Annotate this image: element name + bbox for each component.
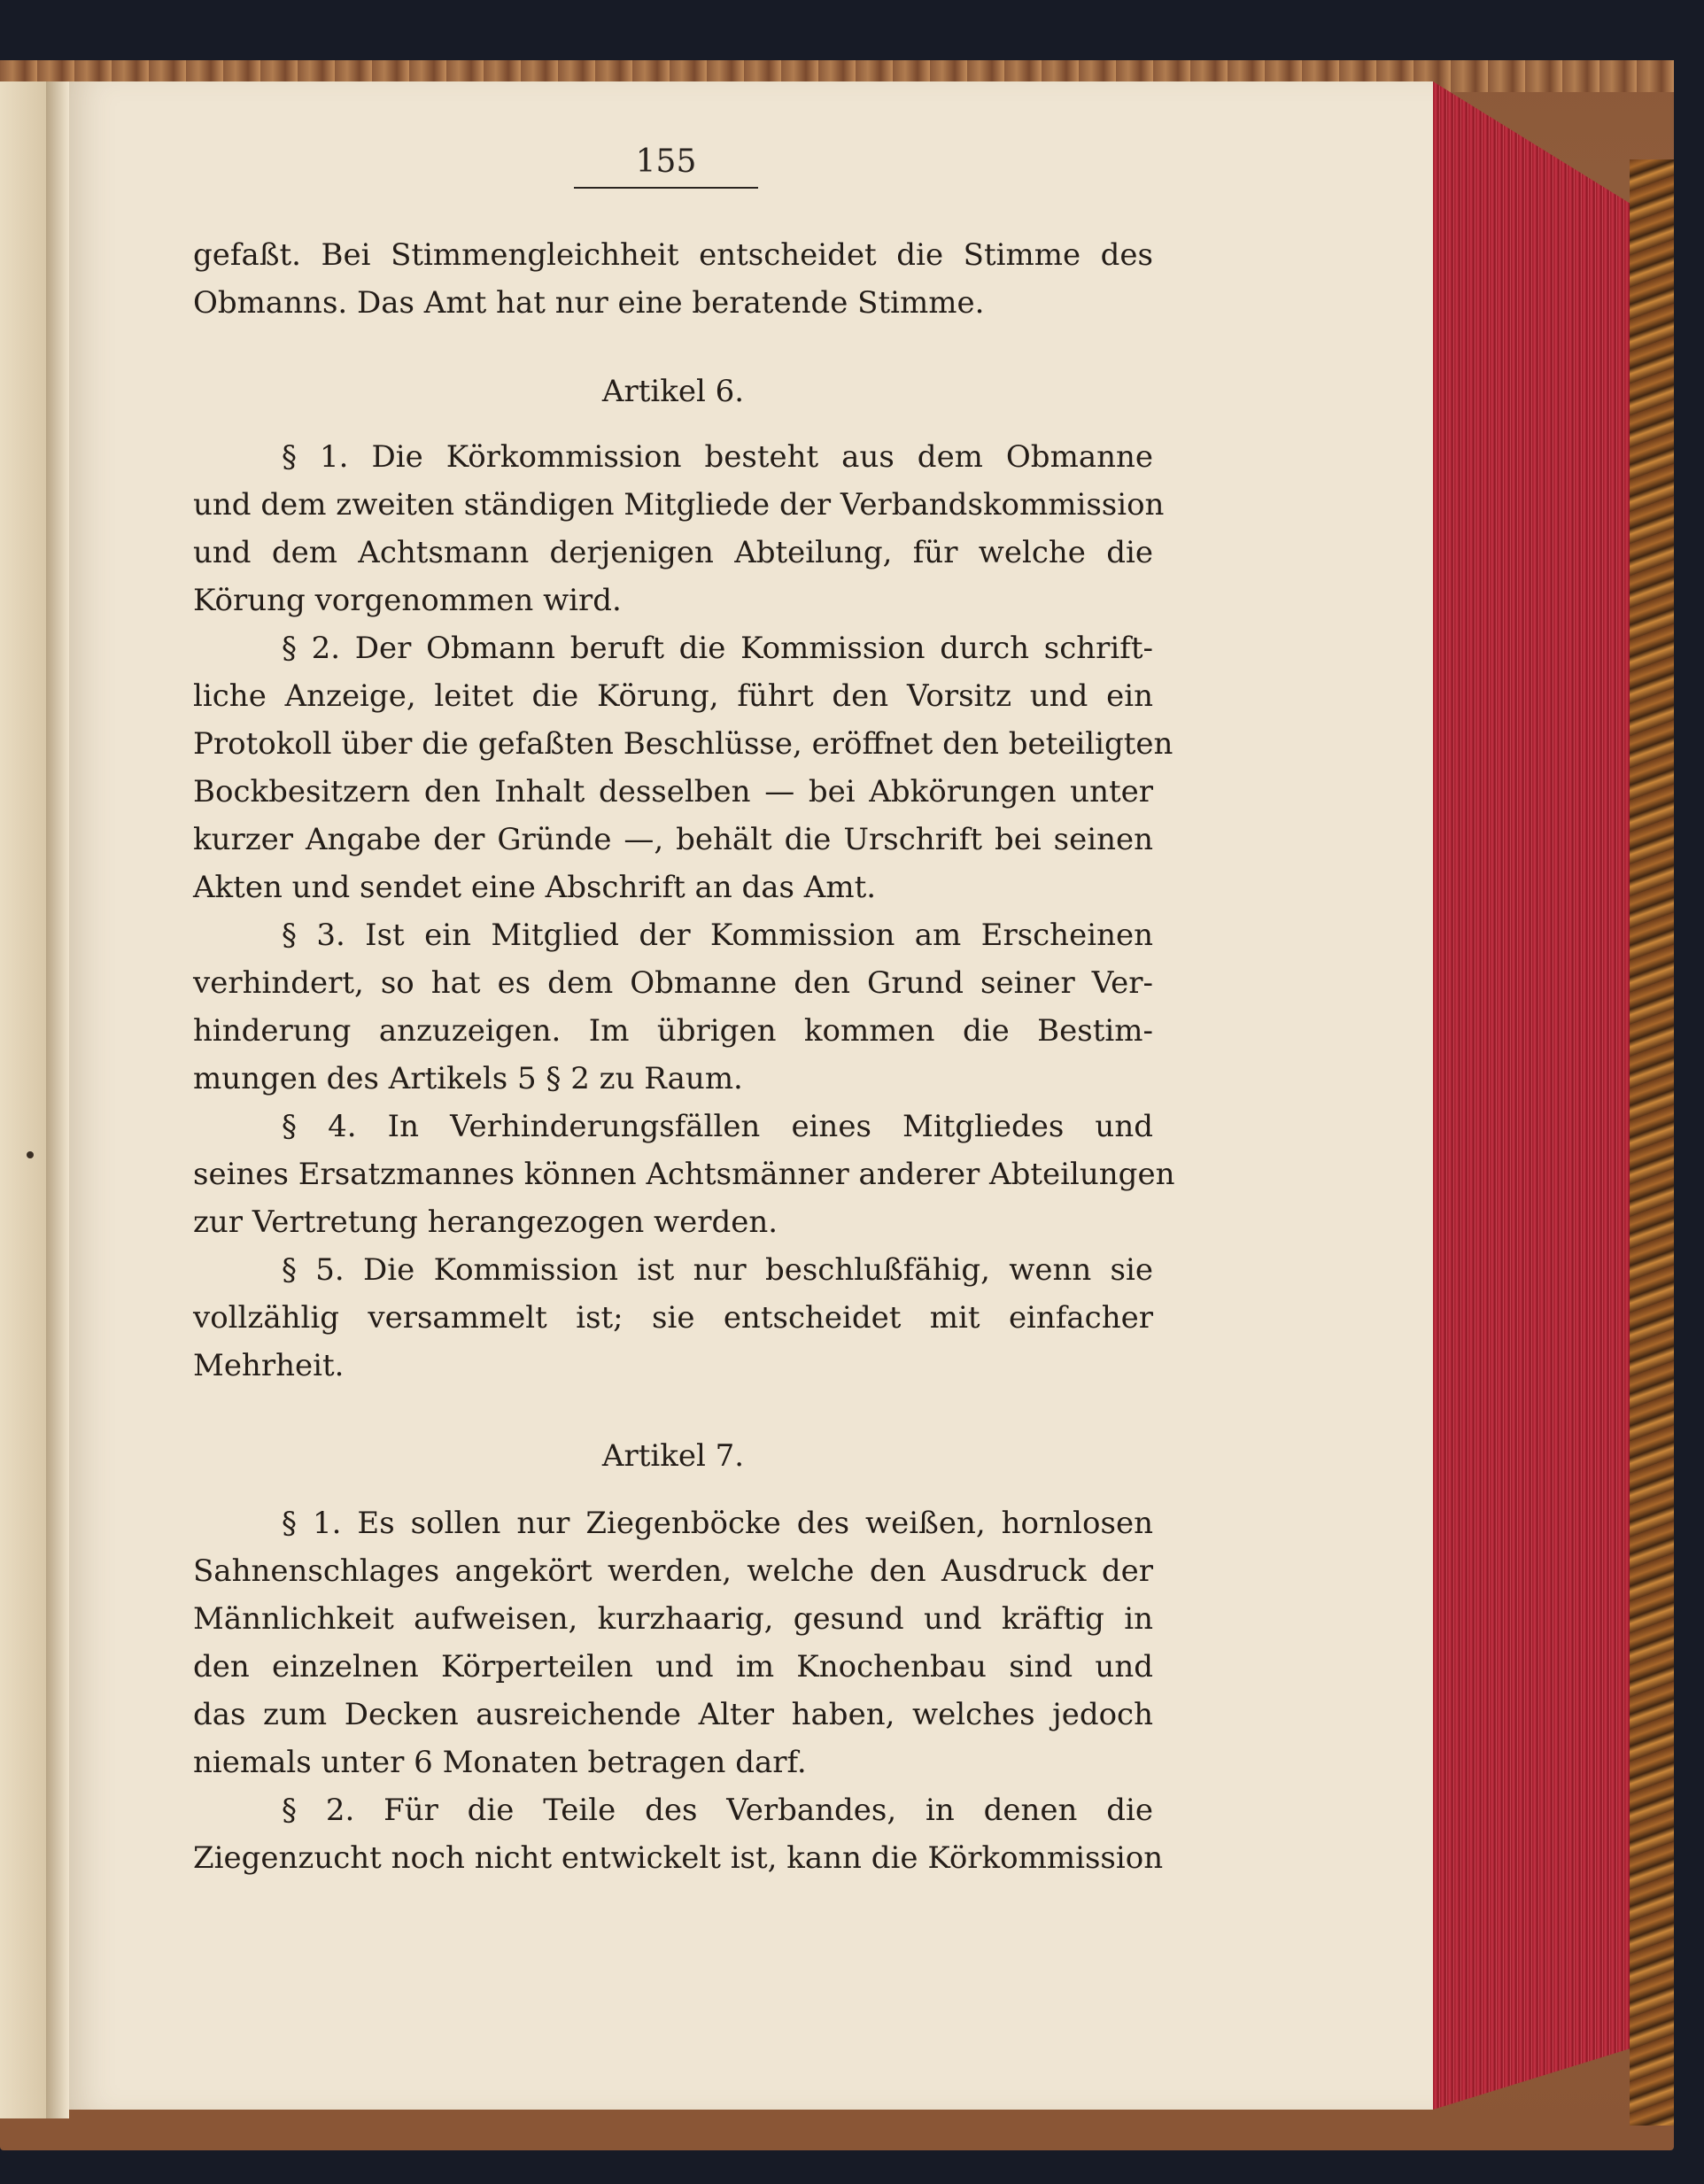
text-line: mungen des Artikels 5 § 2 zu Raum. [193,1061,743,1096]
red-page-edges [1433,81,1630,2110]
text-line: niemals unter 6 Monaten betragen darf. [193,1745,807,1780]
text-line: und dem Achtsmann derjenigen Abteilung, für welche die [193,535,1153,570]
text-line: und dem zweiten ständigen Mitgliede der Verbandskommission [193,487,1165,523]
text-line: verhindert, so hat es dem Obmanne den Grund seiner Ver- [193,965,1153,1001]
section-heading: Artikel 6. [601,374,745,409]
left-page-edge [0,81,46,2118]
text-line: § 2. Für die Teile des Verbandes, in denen die [282,1793,1153,1828]
text-line: § 5. Die Kommission ist nur beschlußfähig, wenn sie [282,1252,1153,1288]
text-line: Männlichkeit aufweisen, kurzhaarig, gesund und kräftig in [193,1601,1153,1637]
text-line: Bockbesitzern den Inhalt desselben — bei Abkörungen unter [193,774,1153,809]
text-line: Ziegenzucht noch nicht entwickelt ist, kann die Körkommission [193,1840,1164,1876]
text-line: § 4. In Verhinderungsfällen eines Mitgliedes und [282,1109,1153,1144]
text-line: Protokoll über die gefaßten Beschlüsse, eröffnet den beteiligten [193,726,1173,762]
text-line: § 2. Der Obmann beruft die Kommission durch schrift- [282,631,1153,666]
text-line: das zum Decken ausreichende Alter haben, welches jedoch [193,1697,1153,1732]
text-line: Mehrheit. [193,1348,345,1383]
text-line: § 1. Die Körkommission besteht aus dem Obmanne [282,439,1153,475]
text-line: Akten und sendet eine Abschrift an das Amt. [193,870,877,905]
text-line: Obmanns. Das Amt hat nur eine beratende Stimme. [193,285,985,321]
text-line: § 1. Es sollen nur Ziegenböcke des weißen, hornlosen [282,1506,1153,1541]
page-mark-dot [27,1151,34,1158]
marbled-endpaper [1630,159,1674,2126]
text-line: Körung vorgenommen wird. [193,583,622,618]
text-line: den einzelnen Körperteilen und im Knochenbau sind und [193,1649,1153,1684]
section-heading: Artikel 7. [601,1438,745,1474]
page-gutter [46,81,69,2118]
text-line: zur Vertretung herangezogen werden. [193,1204,778,1240]
text-line: hinderung anzuzeigen. Im übrigen kommen die Bestim- [193,1013,1153,1049]
text-line: seines Ersatzmannes können Achtsmänner anderer Abteilungen [193,1157,1175,1192]
page-number: 155 [574,143,758,189]
text-line: Sahnenschlages angekört werden, welche den Ausdruck der [193,1553,1153,1589]
text-line: kurzer Angabe der Gründe —, behält die Urschrift bei seinen [193,822,1153,857]
text-line: liche Anzeige, leitet die Körung, führt den Vorsitz und ein [193,678,1153,714]
text-line: vollzählig versammelt ist; sie entscheidet mit einfacher [193,1300,1153,1336]
text-line: gefaßt. Bei Stimmengleichheit entscheidet die Stimme des [193,237,1153,273]
text-line: § 3. Ist ein Mitglied der Kommission am Erscheinen [282,918,1153,953]
